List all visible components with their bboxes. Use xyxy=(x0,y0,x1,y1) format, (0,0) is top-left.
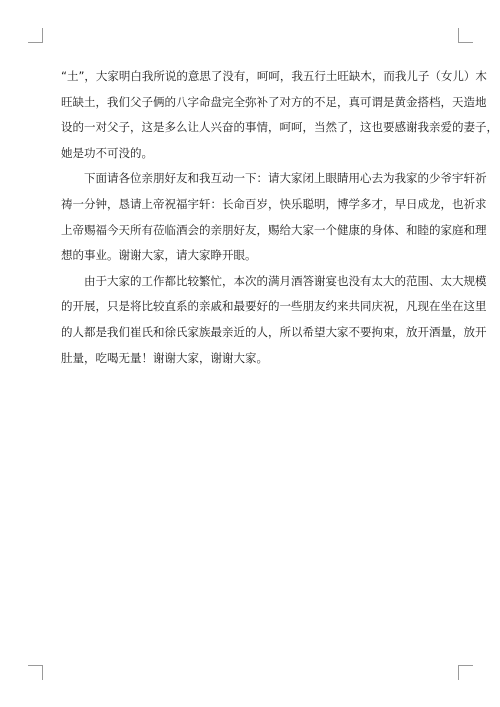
paragraph xyxy=(61,64,498,166)
crop-mark-bottom-right xyxy=(458,665,473,680)
text-line: 旺缺土，我们父子俩的八字命盘完全弥补了对方的不足，真可谓是黄金搭档，天造地 xyxy=(61,94,487,109)
text-line: 设的一对父子，这是多么让人兴奋的事情，呵呵，当然了，这也要感谢我亲爱的妻子， xyxy=(61,120,498,135)
text-line: 她是功不可没的。 xyxy=(61,145,153,160)
body-text xyxy=(61,64,498,371)
text-line: 的人都是我们崔氏和徐氏家族最亲近的人，所以希望大家不要拘束，放开酒量，放开 xyxy=(61,324,487,339)
text-line: 的开展，只是将比较直系的亲戚和最要好的一些朋友约来共同庆祝，凡现在坐在这里 xyxy=(61,299,487,314)
text-line: 上帝赐福今天所有莅临酒会的亲朋好友，赐给大家一个健康的身体、和睦的家庭和理 xyxy=(61,222,487,237)
text-line: 祷一分钟，恳请上帝祝福宇轩：长命百岁，快乐聪明，博学多才，早日成龙，也祈求 xyxy=(61,196,487,211)
paragraph xyxy=(61,166,487,268)
text-line: 肚量，吃喝无量！谢谢大家，谢谢大家。 xyxy=(61,350,268,365)
crop-mark-bottom-left xyxy=(28,665,43,680)
crop-mark-top-left xyxy=(28,28,43,43)
crop-mark-top-right xyxy=(458,28,473,43)
text-line: “土”，大家明白我所说的意思了没有，呵呵，我五行土旺缺木，而我儿子（女儿）木 xyxy=(61,69,487,83)
text-line: 下面请各位亲朋好友和我互动一下：请大家闭上眼睛用心去为我家的少爷宇轩祈 xyxy=(84,171,487,186)
text-line: 想的事业。谢谢大家，请大家睁开眼。 xyxy=(61,248,257,263)
paragraph xyxy=(61,269,487,371)
text-line: 由于大家的工作都比较繁忙，本次的满月酒答谢宴也没有太大的范围、太大规模 xyxy=(84,273,487,288)
